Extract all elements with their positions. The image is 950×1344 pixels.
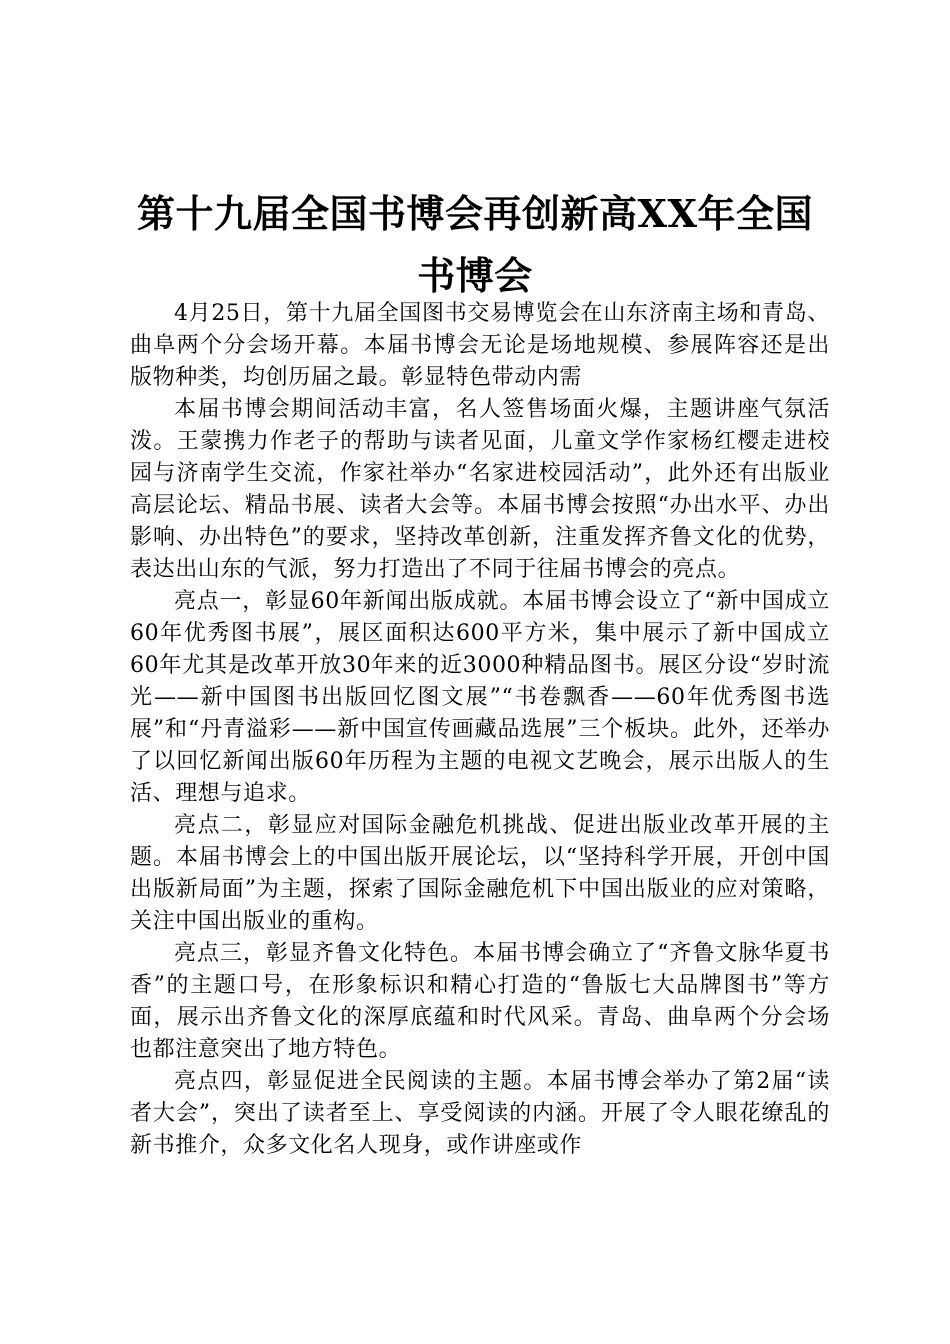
document-title: 第十九届全国书博会再创新高XX年全国书博会 xyxy=(137,191,813,298)
paragraph-highlight-two: 亮点二，彰显应对国际金融危机挑战、促进出版业改革开展的主题。本届书博会上的中国出版开展论坛，以“坚持科学开展，开创中国出版新局面”为主题，探索了国际金融危机下中国出版业的应对策略，关注中国出版业的重构。 xyxy=(130,813,830,934)
paragraph-activities: 本届书博会期间活动丰富，名人签售场面火爆，主题讲座气氛活泼。王蒙携力作老子的帮助与读者见面，儿童文学作家杨红樱走进校园与济南学生交流，作家社举办“名家进校园活动”，此外还有出版业高层论坛、精品书展、读者大会等。本届书博会按照“办出水平、办出影响、办出特色”的要求，坚持改革创新，注重发挥齐鲁文化的优势，表达出山东的气派，努力打造出了不同于往届书博会的亮点。 xyxy=(130,397,830,582)
paragraph-highlight-three: 亮点三，彰显齐鲁文化特色。本届书博会确立了“齐鲁文脉华夏书香”的主题口号，在形象标识和精心打造的“鲁版七大品牌图书”等方面，展示出齐鲁文化的深厚底蕴和时代风采。青岛、曲阜两个分会场也都注意突出了地方特色。 xyxy=(130,941,830,1062)
paragraph-highlight-four: 亮点四，彰显促进全民阅读的主题。本届书博会举办了第2届“读者大会”，突出了读者至上、享受阅读的内涵。开展了令人眼花缭乱的新书推介，众多文化名人现身，或作讲座或作 xyxy=(130,1069,830,1158)
paragraph-highlight-one: 亮点一，彰显60年新闻出版成就。本届书博会设立了“新中国成立60年优秀图书展”，展区面积达600平方米，集中展示了新中国成立60年尤其是改革开放30年来的近3000种精品图书。展区分设“岁时流光——新中国图书出版回忆图文展”“书卷飘香——60年优秀图书选展”和“丹青溢彩——新中国宣传画藏品选展”三个板块。此外，还举办了以回忆新闻出版60年历程为主题的电视文艺晚会，展示出版人的生活、理想与追求。 xyxy=(130,589,830,806)
paragraph-opening: 4月25日，第十九届全国图书交易博览会在山东济南主场和青岛、曲阜两个分会场开幕。本届书博会无论是场地规模、参展阵容还是出版物种类，均创历届之最。彰显特色带动内需 xyxy=(130,301,830,390)
document-body xyxy=(130,298,830,1162)
